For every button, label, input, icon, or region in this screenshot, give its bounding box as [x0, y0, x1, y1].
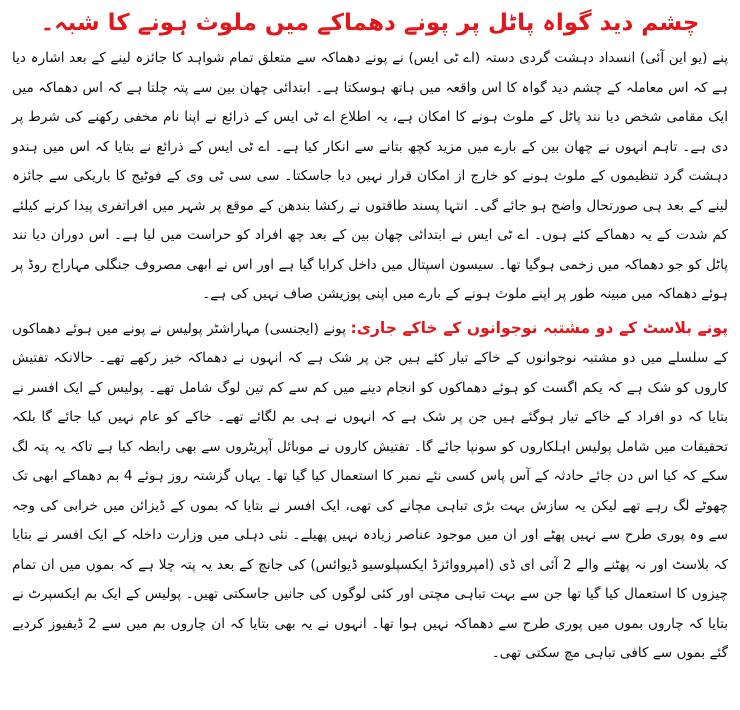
article-paragraph-2-body: پونے (ایجنسی) مہاراشٹر پولیس نے پونے میں ہوئے دھماکوں کے سلسلے میں دو مشتبہ نوجوانوں کے خاکے تیار کئے ہیں جن پر شک ہے کہ انہوں نے دھماکہ خیز رکھے تھے۔ حالانکہ تفتیش کاروں کو شک ہے کہ یکم اگست کو ہوئے دھماکوں کو انجام دینے میں کم سے کم تین لوگ شامل تھے۔ پولیس کے ایک افسر نے بتایا کہ دو افراد کے خاکے تیار ہوگئے ہیں جن پر شک ہے کہ انہوں نے ہی بم لگائے تھے۔ خاکے کو عام نہیں کیا جائے گا بلکہ تحقیقات میں شامل پولیس اہلکاروں کو سونپا جائے گا۔ تفتیش کاروں نے موبائل آپریٹروں سے بھی رابطہ کیا ہے تاکہ یہ پتہ لگ سکے کہ کیا اس دن جائے حادثہ کے آس پاس کسی نئے نمبر کا استعمال کیا گیا تھا۔ یہاں گزشتہ روز ہوئے 4 بم دھماکے ابھی تک چھوٹے لگ رہے تھے لیکن یہ سازش بہت بڑی تباہی مچانے کی تھی، ایک افسر نے بتایا کہ بموں کے ڈیزائن میں خرابی کی وجہ سے وہ پوری طرح سے نہیں پھٹے اور ان میں موجود عناصر زیادہ نہیں پھیلے۔ نئی دہلی میں وزارت داخلہ کے ایک افسر نے بتایا کہ بلاسٹ اور نہ پھٹنے والے 2 آئی ای ڈی (امپرووائزڈ ایکسپلوسیو ڈیوائس) کی جانچ کے بعد یہ پتہ چلا ہے کہ بموں میں ان تمام چیزوں کا استعمال کیا گیا تھا جن سے بہت تباہی مچتی اور کئی لوگوں کی جانیں جاسکتی تھیں۔ پولیس کے ایک بم ایکسپرٹ نے بتایا کہ چاروں بموں میں پوری طرح سے دھماکہ نہیں ہوا تھا۔ انہوں نے یہ بھی بتایا کہ ان چاروں بم میں سے 2 ڈیفیوز کردیے گئے بموں سے کافی تباہی مچ سکتی تھی۔ — [12, 320, 728, 661]
article-headline: چشم دید گواہ پاٹل پر پونے دھماکے میں ملوث ہونے کا شبہ۔ — [40, 10, 700, 36]
article-subheading: پونے بلاسٹ کے دو مشتبہ نوجوانوں کے خاکے جاری: — [350, 318, 728, 337]
article-paragraph-1: پنے (یو این آئی) انسداد دہشت گردی دستہ (اے ٹی ایس) نے پونے دھماکہ سے متعلق تمام شواہد کا جائزہ لینے کے بعد اشارہ دیا ہے کہ اس معاملہ کے چشم دید گواہ کا اس واقعہ میں ہاتھ ہوسکتا ہے۔ ابتدائی چھان بین سے پتہ چلتا ہے کہ اس دھماکہ میں ایک مقامی شخص دیا نند پاٹل کے ملوث ہونے کا امکان ہے، یہ اطلاع اے ٹی ایس کے ذرائع نے اپنا نام مخفی رکھنے کی شرط پر دی ہے۔ تاہم انہوں نے چھان بین کے بارے میں مزید کچھ بتانے سے انکار کیا ہے۔ اے ٹی ایس کے ذرائع نے بتایا کہ اس میں ہندو دہشت گرد تنظیموں کے ملوث ہونے کو خارج از امکان قرار نہیں دیا جاسکتا۔ سی سی ٹی وی کے فوٹیج کا باریکی سے جائزہ لینے کے بعد ہی صورتحال واضح ہو جائے گی۔ انتہا پسند طاقتوں نے رکشا بندھن کے موقع پر شہر میں افراتفری پیدا کرنے کیلئے کم شدت کے یہ دھماکے کئے ہوں۔ اے ٹی ایس نے ابتدائی چھان بین کے بعد چھ افراد کو حراست میں لیا ہے۔ اس دوران دیا نند پاٹل کو جو دھماکہ میں زخمی ہوگیا تھا۔ سیسون اسپتال میں داخل کرایا گیا ہے اور اس نے ابھی مصروف جنگلی مہاراج روڈ پر ہوئے دھماکہ میں مبینہ طور پر اپنے ملوث ہونے کے بارے میں اپنی پوزیشن صاف نہیں کی ہے۔ — [12, 50, 728, 302]
article-paragraph-2 — [12, 314, 728, 669]
